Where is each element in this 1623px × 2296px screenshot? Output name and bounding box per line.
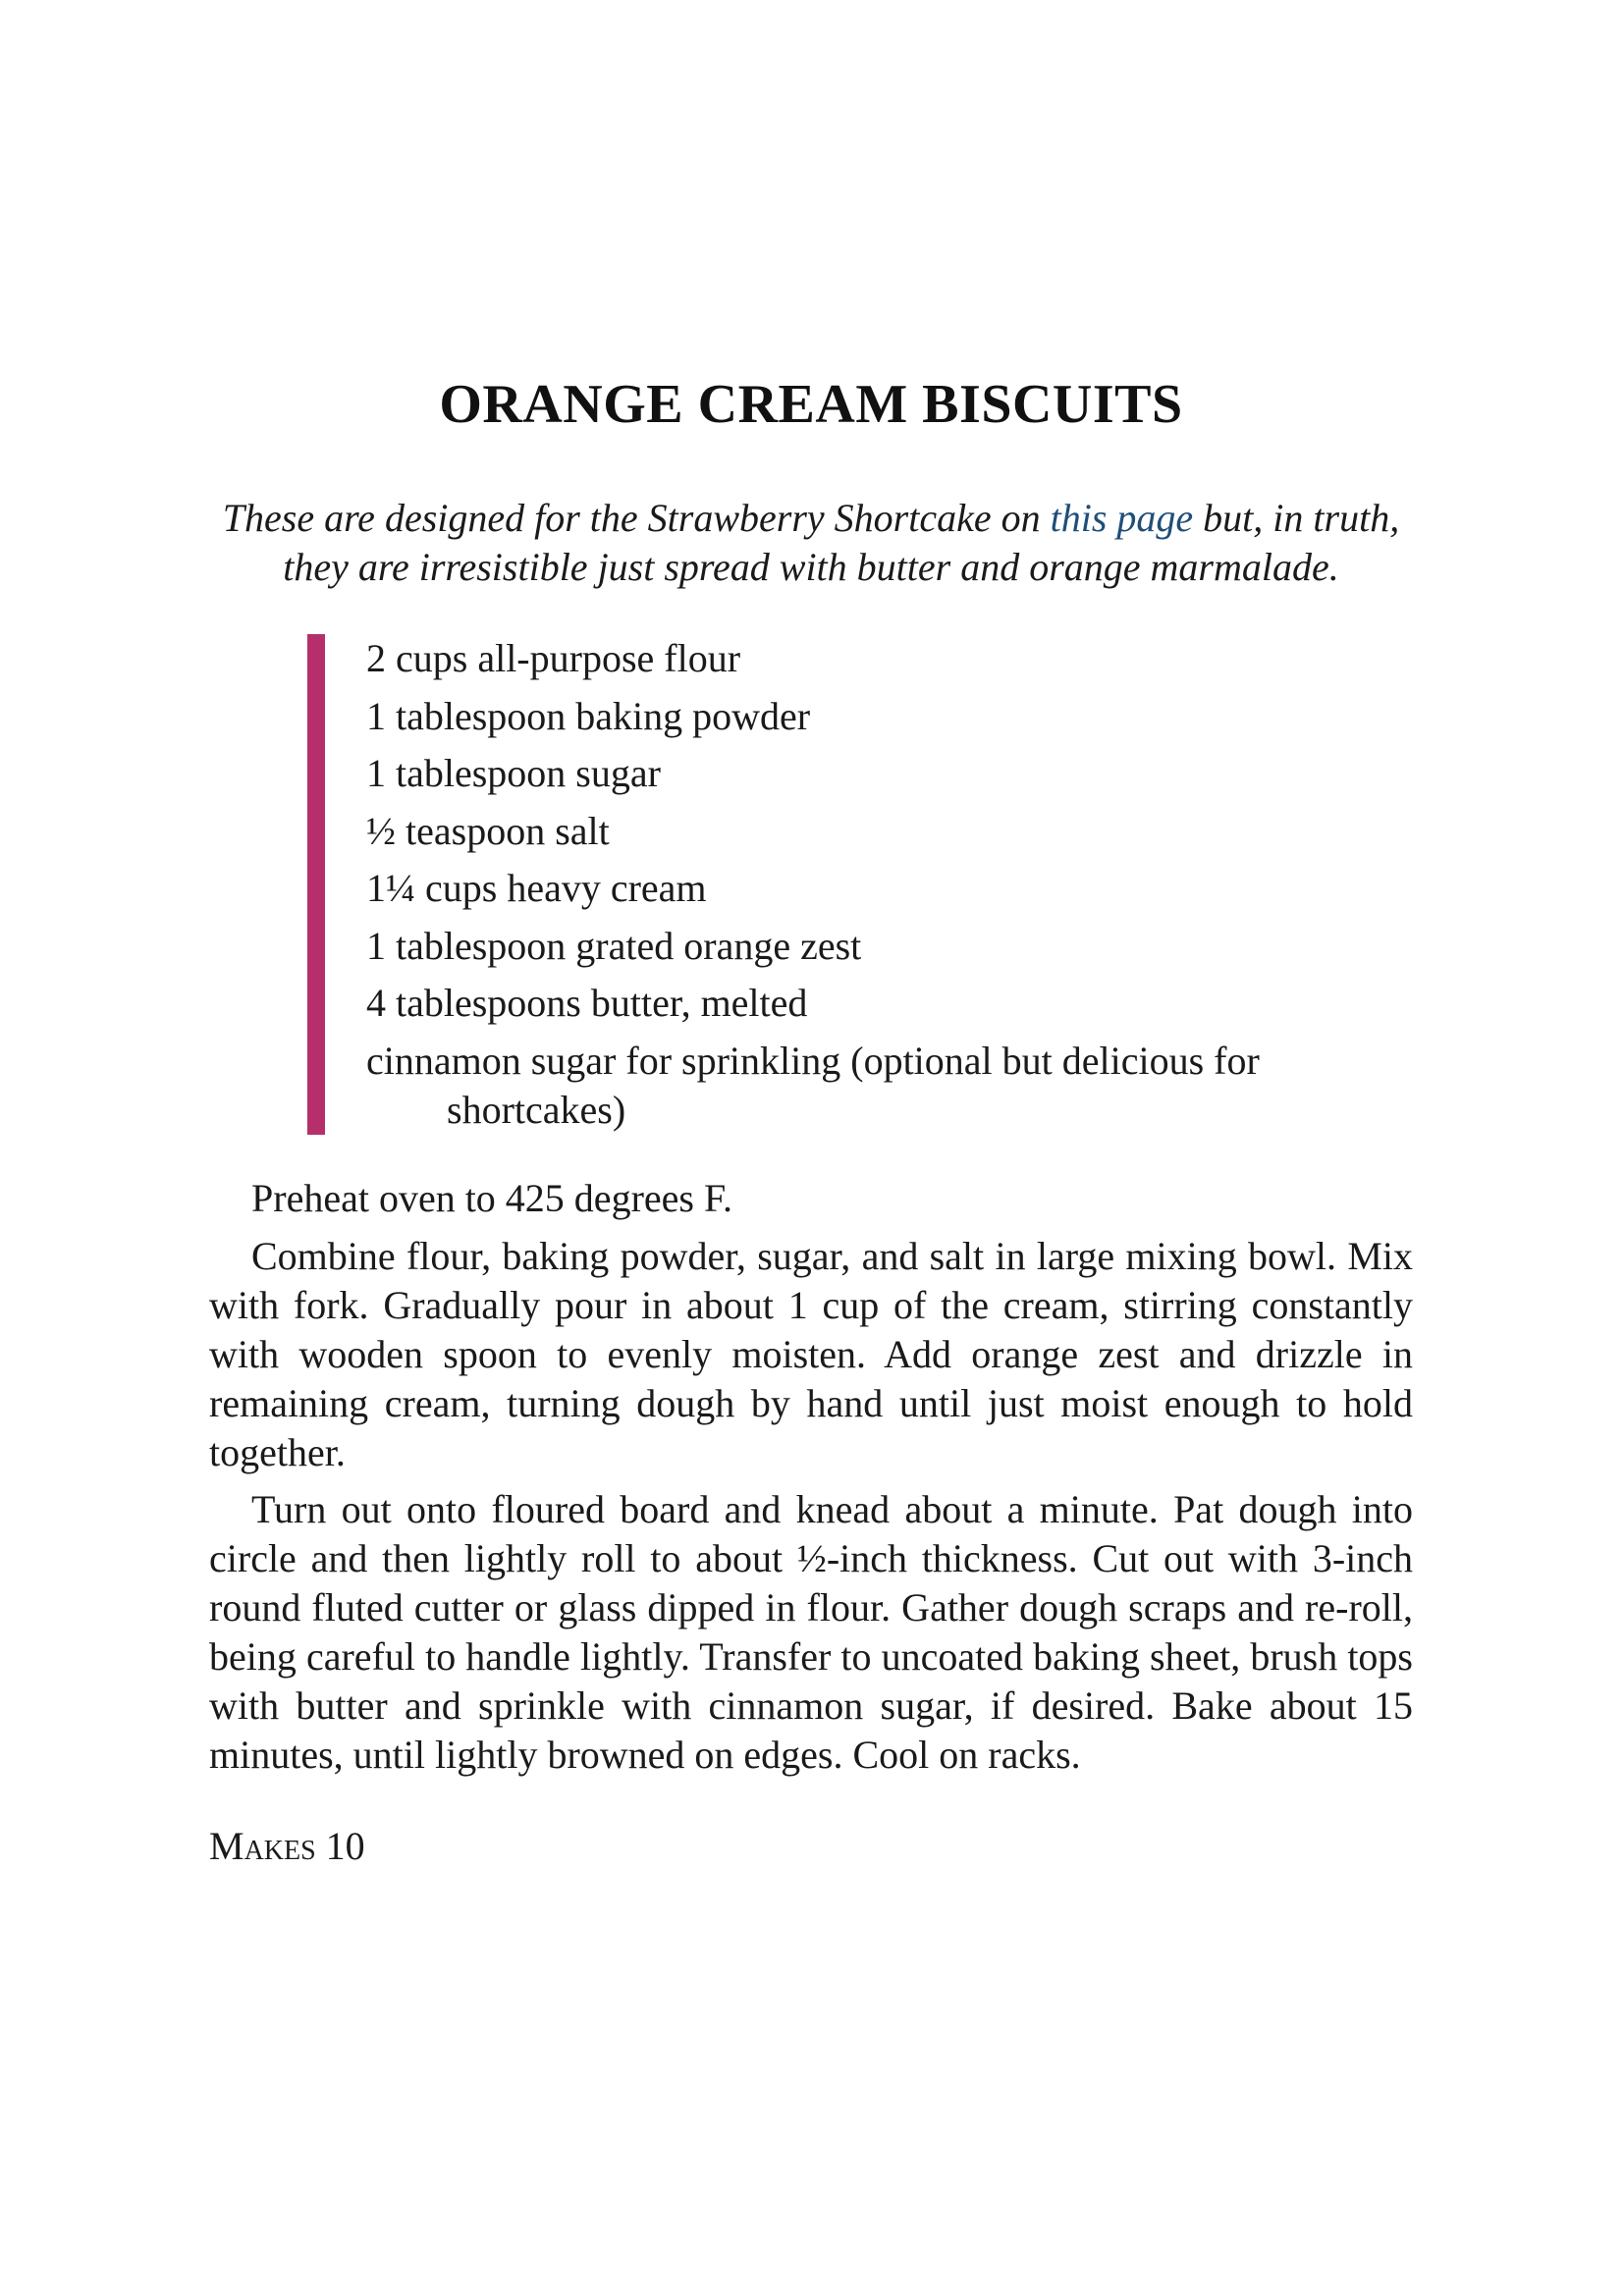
method-step: Turn out onto floured board and knead about a minute. Pat dough into circle and then lightly roll to about ½-inch thickness. Cut out with 3-inch round fluted cutter or glass dipped in flour. Gather dough scraps and re-roll, being careful to handle lightly. Transfer to uncoated baking sheet, brush tops with butter and sprinkle with cinnamon sugar, if desired. Bake about 15 minutes, until lightly browned on edges. Cool on racks. [209, 1487, 1413, 1777]
method-steps [209, 1174, 1413, 1789]
ingredient-item: 4 tablespoons butter, melted [366, 981, 808, 1025]
method-step: Combine flour, baking powder, sugar, and salt in large mixing bowl. Mix with fork. Gradually pour in about 1 cup of the cream, stirring constantly with wooden spoon to evenly moisten. Add orange zest and drizzle in remaining cream, turning dough by hand until just moist enough to hold together. [209, 1233, 1413, 1474]
ingredient-item: 2 cups all-purpose flour [366, 636, 741, 680]
recipe-intro [209, 494, 1413, 592]
recipe-title: ORANGE CREAM BISCUITS [439, 374, 1183, 435]
ingredient-item: cinnamon sugar for sprinkling (optional but delicious for shortcakes) [366, 1038, 1260, 1132]
intro-text-before: These are designed for the Strawberry Shortcake on [222, 496, 1051, 540]
recipe-yield: Makes 10 [209, 1824, 365, 1868]
ingredient-item: 1 tablespoon baking powder [366, 693, 811, 738]
ingredient-item: 1 tablespoon sugar [366, 751, 661, 795]
ingredient-item: 1 tablespoon grated orange zest [366, 923, 862, 968]
this-page-link[interactable]: this page [1050, 496, 1194, 540]
ingredient-item: ½ teaspoon salt [366, 808, 610, 853]
ingredient-item: 1¼ cups heavy cream [366, 866, 707, 910]
method-step: Preheat oven to 425 degrees F. [251, 1176, 732, 1220]
intro-text-after: but, in truth, they are irresistible just spread with butter and orange marmalade. [283, 496, 1400, 589]
ingredient-list [307, 634, 1338, 1135]
